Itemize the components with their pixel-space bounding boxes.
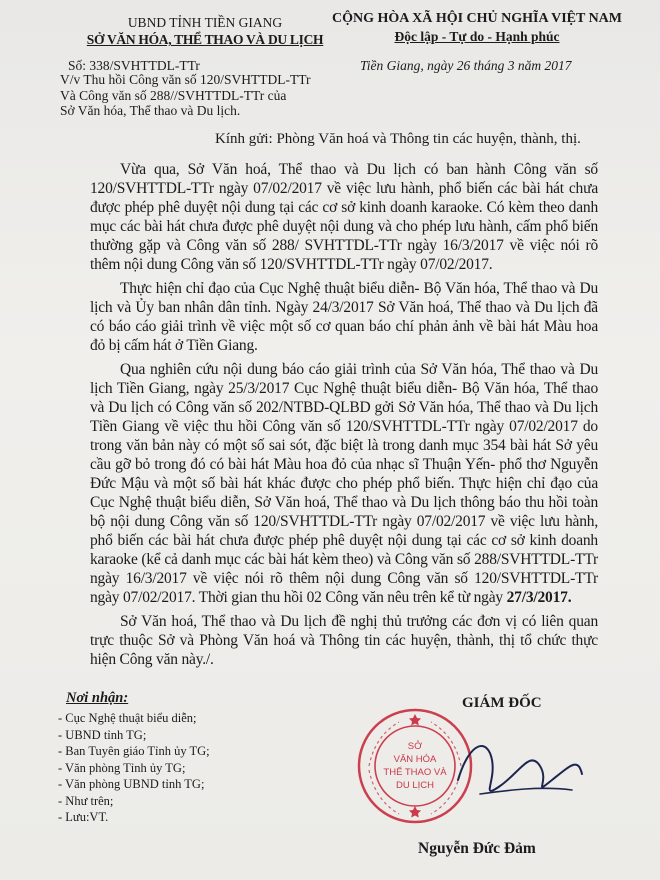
document-date: Tiền Giang, ngày 26 tháng 3 năm 2017 <box>360 58 572 73</box>
recipient-item: - Như trên; <box>58 793 114 808</box>
document-body <box>90 160 598 674</box>
recipients-list <box>58 710 210 826</box>
signer-title: GIÁM ĐỐC <box>462 695 542 711</box>
national-motto: Độc lập - Tự do - Hạnh phúc <box>394 29 560 44</box>
body-paragraph: Vừa qua, Sở Văn hoá, Thể thao và Du lịch có ban hành Công văn số 120/SVHTTDL-TTr ngày 07/02/2017 về việc lưu hành, phổ biến các bài hát chưa được phép phê duyệt nội dung tại các cơ sở kinh doanh karaoke. Có kèm theo danh mục các bài hát chưa được phê duyệt nội dung và cho phép lưu hành, cấm phổ biến thường gặp và Công văn số 288/ SVHTTDL-TTr ngày 16/3/2017 về việc nói rõ thêm nội dung Công văn số 120/SVHTTDL-TTr ngày 07/02/2017. <box>90 161 598 273</box>
recipient-item: - Lưu:VT. <box>58 810 109 824</box>
body-paragraph: Sở Văn hoá, Thể thao và Du lịch đề nghị thủ trưởng các đơn vị có liên quan trực thuộc Sở và Phòng Văn hoá và Thông tin các huyện, thành, thị tổ chức thực hiện Công văn này./. <box>90 613 598 668</box>
document-number: Số: 338/SVHTTDL-TTr <box>68 58 200 73</box>
issuing-agency <box>60 14 350 48</box>
nation-name: CỘNG HÒA XÃ HỘI CHỦ NGHĨA VIỆT NAM <box>331 11 622 26</box>
recipient-item: - UBND tỉnh TG; <box>58 727 147 742</box>
svg-text:SỞ: SỞ <box>407 741 423 752</box>
document-subject <box>60 72 311 119</box>
svg-text:THỂ THAO VÀ: THỂ THAO VÀ <box>383 767 447 778</box>
subject-line: Sở Văn hóa, Thể thao và Du lịch. <box>60 103 241 118</box>
svg-text:DU LỊCH: DU LỊCH <box>395 780 435 791</box>
recipient-item: - Văn phòng Tỉnh ủy TG; <box>58 760 186 775</box>
addressee: Kính gửi: Phòng Văn hoá và Thông tin các huyện, thành, thị. <box>215 131 581 147</box>
body-paragraph: Thực hiện chỉ đạo của Cục Nghệ thuật biểu diễn- Bộ Văn hóa, Thể thao và Du lịch và Ủy ban nhân dân tỉnh. Ngày 24/3/2017 Sở Văn hoá, Thể thao và Du lịch đã có báo cáo giải trình về việc một số cơ quan báo chí phản ảnh về bài hát Màu hoa đỏ bị cấm hát ở Tiền Giang. <box>90 280 598 354</box>
recipient-item: - Văn phòng UBND tỉnh TG; <box>58 777 205 791</box>
body-paragraph-text: Qua nghiên cứu nội dung báo cáo giải trình của Sở Văn hóa, Thể thao và Du lịch Tiền Giang, ngày 25/3/2017 Cục Nghệ thuật biểu diễn- Bộ Văn hóa, Thể thao và Du lịch có Công văn số 202/NTBD-QLBD gởi Sở Văn hóa, Thể thao và Du lịch Tiền Giang về việc thu hồi Công văn số 120/SVHTTDL-TTr ngày 07/02/2017 do trong văn bản này có một số sai sót, đặc biệt là trong danh mục 354 bài hát Sở yêu cầu gỡ bỏ trong đó có bài hát Màu hoa đỏ của nhạc sĩ Thuận Yến- phổ thơ Nguyễn Đức Mậu và một số bài hát khác được cho phép phổ biến. Thực hiện chỉ đạo của Cục Nghệ thuật biểu diễn, Sở Văn hoá, Thể thao và Du lịch thông báo thu hồi toàn bộ nội dung Công văn số 120/SVHTTDL-TTr ngày 07/02/2017 về việc lưu hành, phổ biến các bài hát chưa được phép phê duyệt nội dung tại các cơ sở kinh doanh karaoke (kể cả danh mục các bài hát kèm theo) và Công văn số 288/SVHTTDL-TTr ngày 16/3/2017 về việc nói rõ thêm nội dung Công văn số 120/SVHTTDL-TTr ngày 07/02/2017. Thời gian thu hồi 02 Công văn nêu trên kể từ ngày <box>90 361 598 606</box>
subject-line: Và Công văn số 288//SVHTTDL-TTr của <box>60 87 287 103</box>
agency-department: SỞ VĂN HÓA, THỂ THAO VÀ DU LỊCH <box>86 32 324 47</box>
subject-line: V/v Thu hồi Công văn số 120/SVHTTDL-TTr <box>60 72 311 87</box>
agency-province: UBND TỈNH TIỀN GIANG <box>127 15 283 30</box>
effective-date: 27/3/2017. <box>506 589 572 606</box>
svg-text:VĂN HÓA: VĂN HÓA <box>393 754 437 765</box>
recipients-title: Nơi nhận: <box>66 690 129 706</box>
recipient-item: - Ban Tuyên giáo Tỉnh ủy TG; <box>58 744 210 758</box>
recipient-item: - Cục Nghệ thuật biểu diễn; <box>58 711 197 725</box>
national-header <box>322 10 632 46</box>
handwritten-signature <box>440 720 590 815</box>
body-paragraph <box>90 360 598 607</box>
signer-name: Nguyễn Đức Đảm <box>418 840 536 857</box>
